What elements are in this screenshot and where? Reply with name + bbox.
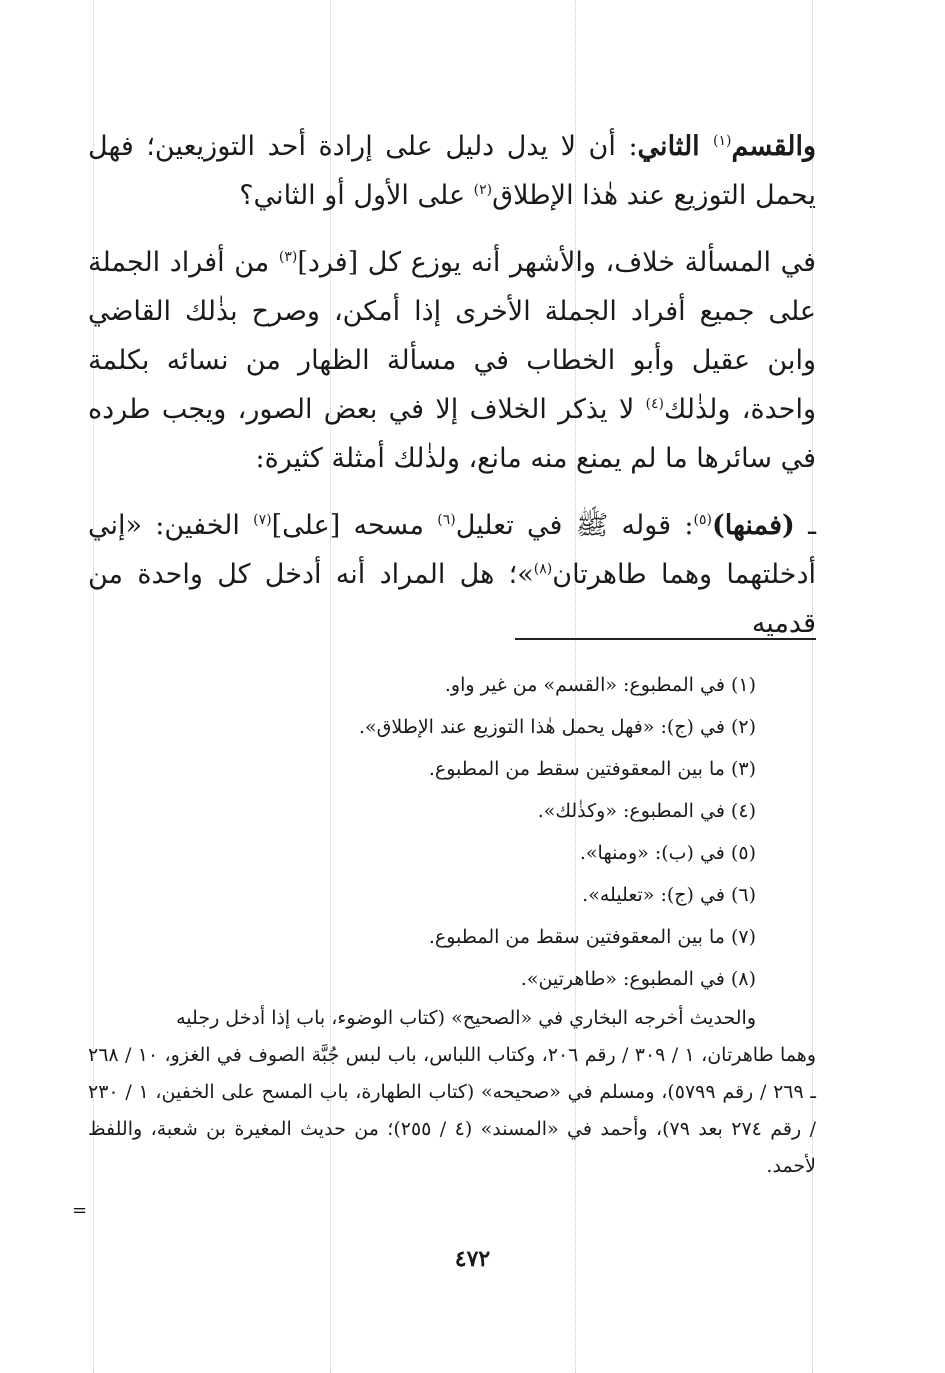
paragraph-1: والقسم$^{(١)}$ الثاني: أن لا يدل دليل على إرادة أحد التوزيعين؛ فهل يحمل التوزيع عند هٰذا الإطلاق$^{(٢)}$ على الأول أو الثاني؟ — [88, 131, 816, 211]
footnote-2: (٢) في (ج): «فهل يحمل هٰذا التوزيع عند الإطلاق». — [358, 716, 756, 738]
example-heading: (فمنها) — [711, 510, 795, 541]
footnote-separator — [515, 638, 816, 640]
footnote-ref: (٤) — [645, 396, 665, 412]
footnote-4: (٤) في المطبوع: «وكذٰلك». — [537, 800, 756, 822]
footnotes — [88, 664, 816, 1185]
footnote-5: (٥) في (ب): «ومنها». — [579, 842, 756, 864]
page-number: ٤٧٢ — [454, 1246, 491, 1272]
takhrij-first-line: والحديث أخرجه البخاري في «الصحيح» (كتاب الوضوء، باب إذا أدخل رجليه — [176, 1007, 756, 1029]
takhrij-continuation: وهما طاهرتان، ١ / ٣٠٩ / رقم ٢٠٦، وكتاب اللباس، باب لبس جُبَّة الصوف في الغزو، ١٠ / ٢٦٨ ـ ٢٦٩ / رقم ٥٧٩٩)، ومسلم في «صحيحه» (كتاب الطهارة، باب المسح على الخفين، ١ / ٢٣٠ / رقم ٢٧٤ بعد ٧٩)، وأحمد في «المسند» (٤ / ٢٥٥)؛ من حديث المغيرة بن شعبة، واللفظ لأحمد. — [88, 1044, 817, 1177]
footnote-ref: (٢) — [473, 182, 493, 198]
footnote-ref: (٦) — [437, 512, 456, 528]
footnote-ref: (٥) — [693, 512, 712, 528]
footnote-ref: (٨) — [533, 561, 553, 577]
footnote-7: (٧) ما بين المعقوفتين سقط من المطبوع. — [428, 926, 756, 948]
footnote-6: (٦) في (ج): «تعليله». — [582, 884, 756, 906]
section-heading-number: الثاني — [637, 131, 714, 162]
paragraph-2: في المسألة خلاف، والأشهر أنه يوزع كل [فرد]$^{(٣)}$ من أفراد الجملة على جميع أفراد الجملة الأخرى إذا أمكن، وصرح بذٰلك القاضي وابن عقيل وأبو الخطاب في مسألة الظهار من نسائه بكلمة واحدة، ولذٰلك$^{(٤)}$ لا يذكر الخلاف إلا في بعض الصور، ويجب طرده في سائرها ما لم يمنع منه مانع، ولذٰلك أمثلة كثيرة: — [88, 247, 816, 474]
main-text — [88, 122, 816, 648]
footnote-ref: (١) — [713, 133, 732, 149]
footnote-8: (٨) في المطبوع: «طاهرتين». — [520, 968, 756, 990]
footnote-ref: (٣) — [278, 249, 298, 265]
section-heading: والقسم — [731, 131, 816, 162]
footnote-3: (٣) ما بين المعقوفتين سقط من المطبوع. — [428, 758, 756, 780]
margin-continuation-mark: = — [72, 1200, 88, 1221]
footnote-1: (١) في المطبوع: «القسم» من غير واو. — [444, 674, 756, 696]
paragraph-3: ـ (فمنها)$^{(٥)}$: قوله ﷺ في تعليل$^{(٦)}$ مسحه [على]$^{(٧)}$ الخفين: «إني أدخلتهما وهما طاهرتان$^{(٨)}$»؛ هل المراد أنه أدخل كل واحدة من قدميه — [88, 510, 816, 639]
footnote-ref: (٧) — [253, 512, 272, 528]
